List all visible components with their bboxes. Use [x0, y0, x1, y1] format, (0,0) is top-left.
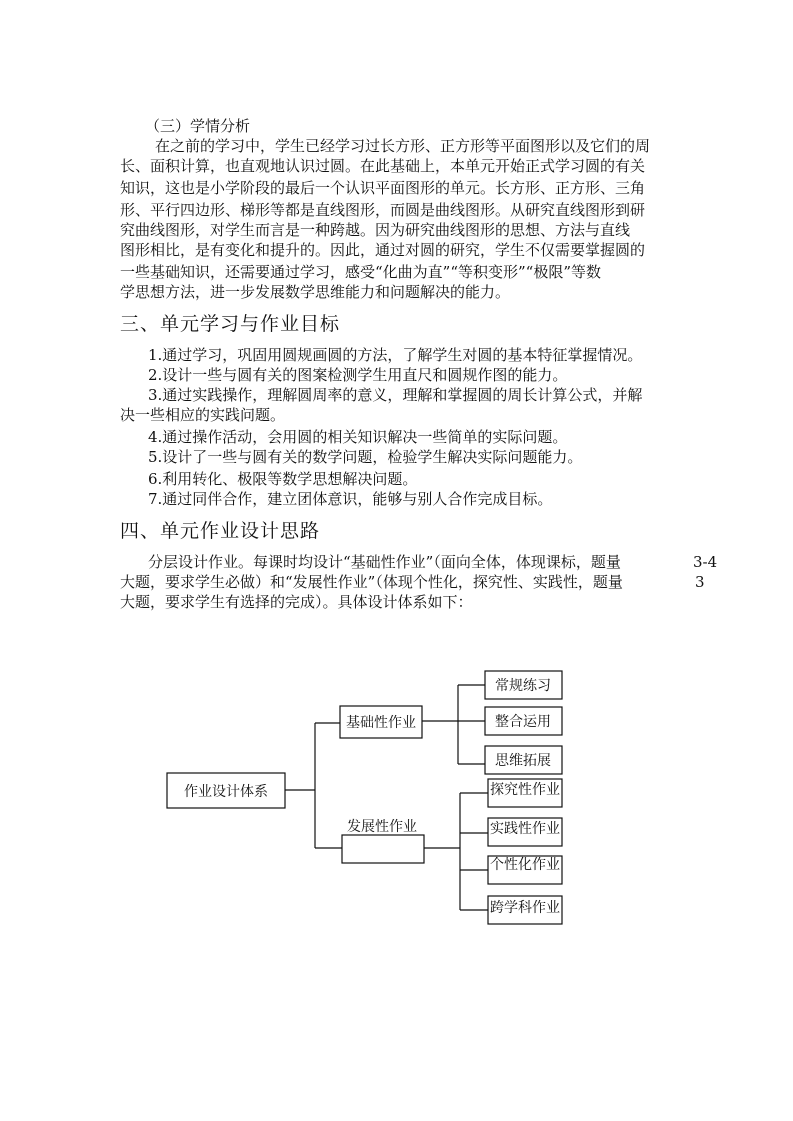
- heading-goals: 三、单元学习与作业目标: [120, 313, 341, 335]
- count-dev: 3: [695, 573, 705, 591]
- paragraph-line: 形、平行四边形、梯形等都是直线图形，而圆是曲线图形。从研究直线图形到研: [120, 201, 646, 219]
- dev-item-label: 探究性作业: [490, 782, 560, 798]
- dev-item-label: 个性化作业: [490, 857, 560, 873]
- goal-item: 6.利用转化、极限等数学思想解决问题。: [148, 470, 418, 488]
- goal-item: 5.设计了一些与圆有关的数学问题，检验学生解决实际问题能力。: [148, 448, 583, 466]
- goal-item: 3.通过实践操作，理解圆周率的意义，理解和掌握圆的周长计算公式，并解: [148, 386, 643, 404]
- goal-item: 1.通过学习，巩固用圆规画圆的方法，了解学生对圆的基本特征掌握情况。: [148, 346, 643, 364]
- paragraph-line: 分层设计作业。每课时均设计“基础性作业”（面向全体，体现课标，题量: [148, 553, 621, 571]
- paragraph-line: 图形相比，是有变化和提升的。因此，通过对圆的研究，学生不仅需要掌握圆的: [120, 241, 646, 259]
- dev-item-label: 实践性作业: [490, 821, 560, 837]
- paragraph-line: 在之前的学习中，学生已经学习过长方形、正方形等平面图形以及它们的周: [155, 137, 651, 155]
- goal-item: 2.设计一些与圆有关的图案检测学生用直尺和圆规作图的能力。: [148, 366, 568, 384]
- paragraph-line: 知识，这也是小学阶段的最后一个认识平面图形的单元。长方形、正方形、三角: [120, 179, 646, 197]
- subheading-learning-analysis: （三）学情分析: [145, 117, 251, 135]
- basic-item-label: 思维拓展: [495, 753, 551, 769]
- paragraph-line: 学思想方法，进一步发展数学思维能力和问题解决的能力。: [120, 283, 511, 301]
- dev-item-label: 跨学科作业: [490, 900, 560, 916]
- basic-item-label: 整合运用: [495, 714, 551, 730]
- paragraph-line: 大题，要求学生有选择的完成）。具体设计体系如下：: [120, 593, 473, 611]
- basic-item-label: 常规练习: [495, 678, 551, 694]
- dev-label: 发展性作业: [347, 819, 417, 835]
- goal-item: 7.通过同伴合作，建立团体意识，能够与别人合作完成目标。: [148, 490, 553, 508]
- paragraph-line: 大题，要求学生必做）和“发展性作业”（体现个性化，探究性、实践性，题量: [120, 573, 623, 591]
- heading-design: 四、单元作业设计思路: [120, 520, 321, 542]
- paragraph-line: 一些基础知识，还需要通过学习，感受“化曲为直”“等积变形”“极限”等数: [120, 263, 602, 281]
- paragraph-line: 长、面积计算，也直观地认识过圆。在此基础上，本单元开始正式学习圆的有关: [120, 157, 646, 175]
- goal-item: 4.通过操作活动，会用圆的相关知识解决一些简单的实际问题。: [148, 428, 568, 446]
- root-label: 作业设计体系: [184, 784, 268, 800]
- goal-item: 决一些相应的实践问题。: [120, 406, 286, 424]
- count-basic: 3-4: [693, 553, 718, 571]
- dev-box: [342, 835, 424, 863]
- basic-label: 基础性作业: [346, 715, 416, 731]
- paragraph-line: 究曲线图形，对学生而言是一种跨越。因为研究曲线图形的思想、方法与直线: [120, 221, 631, 239]
